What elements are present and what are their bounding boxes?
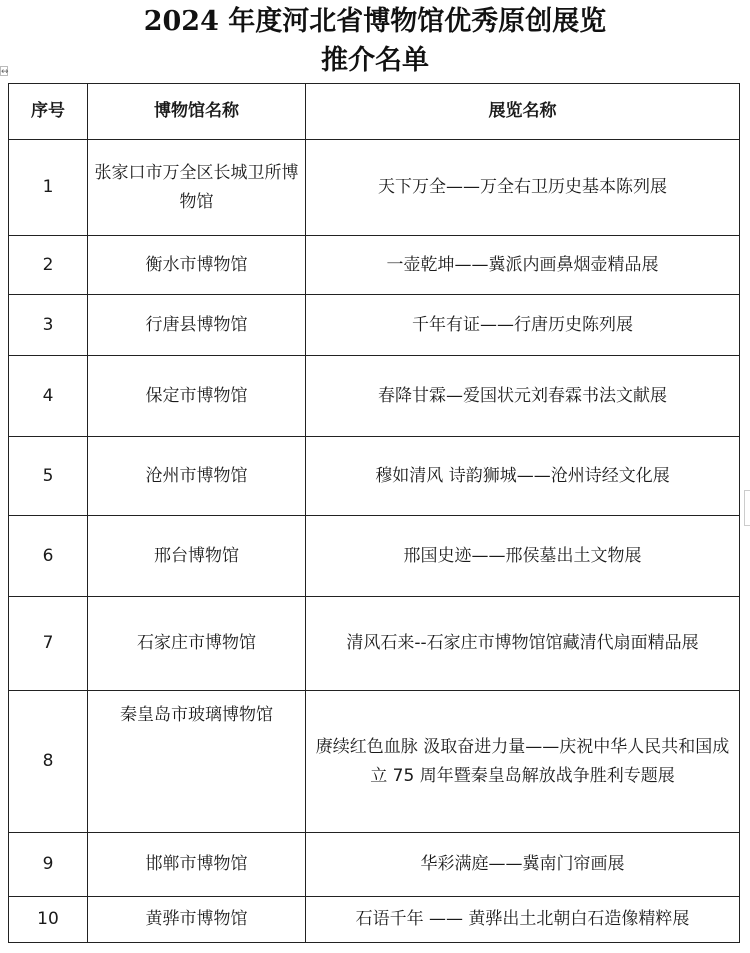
exhibition-name-cell: 一壶乾坤——冀派内画鼻烟壶精品展 [306,236,740,295]
row-number: 7 [9,597,88,691]
recommendation-table [8,83,740,943]
table-header-row [9,84,740,140]
table-move-handle-icon[interactable]: ↔ [1,67,9,77]
row-number: 2 [9,236,88,295]
table-row [9,516,740,597]
header-exhibition-name: 展览名称 [306,84,740,140]
row-number: 3 [9,295,88,356]
exhibition-name-cell: 赓续红色血脉 汲取奋进力量——庆祝中华人民共和国成立 75 周年暨秦皇岛解放战争胜利专题展 [306,691,740,833]
museum-name-cell: 沧州市博物馆 [88,437,306,516]
museum-name-cell: 张家口市万全区长城卫所博物馆 [88,140,306,236]
table-row [9,295,740,356]
row-number: 8 [9,691,88,833]
museum-name-cell: 行唐县博物馆 [88,295,306,356]
table-row [9,691,740,833]
museum-name-cell: 秦皇岛市玻璃博物馆 [88,691,306,833]
exhibition-name-cell: 穆如清风 诗韵狮城——沧州诗经文化展 [306,437,740,516]
header-serial-number: 序号 [9,84,88,140]
exhibition-name-cell: 邢国史迹——邢侯墓出土文物展 [306,516,740,597]
table-row [9,356,740,437]
table-resize-handle[interactable] [744,490,750,526]
exhibition-name-cell: 华彩满庭——冀南门帘画展 [306,833,740,897]
museum-name-cell: 邯郸市博物馆 [88,833,306,897]
table-row [9,597,740,691]
table-row [9,437,740,516]
row-number: 1 [9,140,88,236]
row-number: 5 [9,437,88,516]
table-row [9,897,740,943]
museum-name-cell: 石家庄市博物馆 [88,597,306,691]
exhibition-name-cell: 清风石来--石家庄市博物馆馆藏清代扇面精品展 [306,597,740,691]
museum-name-cell: 衡水市博物馆 [88,236,306,295]
museum-name-cell: 黄骅市博物馆 [88,897,306,943]
row-number: 4 [9,356,88,437]
exhibition-name-cell: 天下万全——万全右卫历史基本陈列展 [306,140,740,236]
table-row [9,833,740,897]
table-row [9,140,740,236]
exhibition-name-cell: 石语千年 —— 黄骅出土北朝白石造像精粹展 [306,897,740,943]
document-title: 2024 年度河北省博物馆优秀原创展览 [143,6,607,37]
museum-name-cell: 邢台博物馆 [88,516,306,597]
exhibition-name-cell: 春降甘霖—爱国状元刘春霖书法文献展 [306,356,740,437]
table-row [9,236,740,295]
row-number: 10 [9,897,88,943]
header-museum-name: 博物馆名称 [88,84,306,140]
exhibition-name-cell: 千年有证——行唐历史陈列展 [306,295,740,356]
row-number: 6 [9,516,88,597]
museum-name-cell: 保定市博物馆 [88,356,306,437]
row-number: 9 [9,833,88,897]
document-subtitle: 推介名单 [321,45,429,76]
